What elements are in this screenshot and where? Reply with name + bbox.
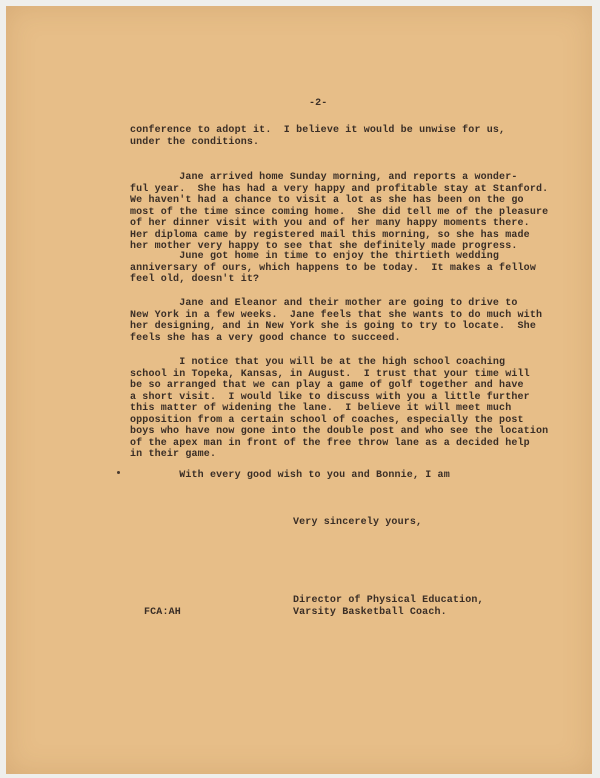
- letter-page: [6, 6, 592, 774]
- margin-mark: [117, 471, 120, 474]
- paragraph-jane-arrival: Jane arrived home Sunday morning, and reports a wonder- ful year. She has had a very happy and profitable stay at Stanford. We haven't had a chance to visit a lot as she has been on the go most of the time since coming home. She did tell me of the pleasure of her dinner visit with you and of her many happy moments there. Her diploma came by registered mail this morning, so she has made her mother very happy to see that she definitely made progress.: [130, 172, 549, 252]
- paragraph-coaching-school: I notice that you will be at the high school coaching school in Topeka, Kansas, in August. I trust that your time will be so arranged that we can play a game of golf together and have a short visit. I would like to discuss with you a little further this matter of widening the lane. I believe it will meet much opposition from a certain school of coaches, especially the post boys who have now gone into the double post and who see the location of the apex man in front of the free throw lane as a decided help in their game.: [130, 357, 549, 460]
- paragraph-good-wishes: With every good wish to you and Bonnie, I am: [130, 470, 450, 481]
- paragraph-conference: conference to adopt it. I believe it would be unwise for us, under the conditions.: [130, 125, 506, 148]
- typist-initials: FCA:AH: [144, 607, 181, 618]
- signature-block: Director of Physical Education, Varsity Basketball Coach.: [293, 595, 484, 618]
- closing-line: Very sincerely yours,: [293, 517, 423, 528]
- paragraph-anniversary: June got home in time to enjoy the thirtieth wedding anniversary of ours, which happens to be today. It makes a fellow feel old, doesn't it?: [130, 251, 536, 285]
- paragraph-new-york: Jane and Eleanor and their mother are going to drive to New York in a few weeks. Jane feels that she wants to do much with her designing, and in New York she is going to try to locate. She feels she has a very good chance to succeed.: [130, 298, 543, 344]
- page-number: -2-: [309, 98, 328, 109]
